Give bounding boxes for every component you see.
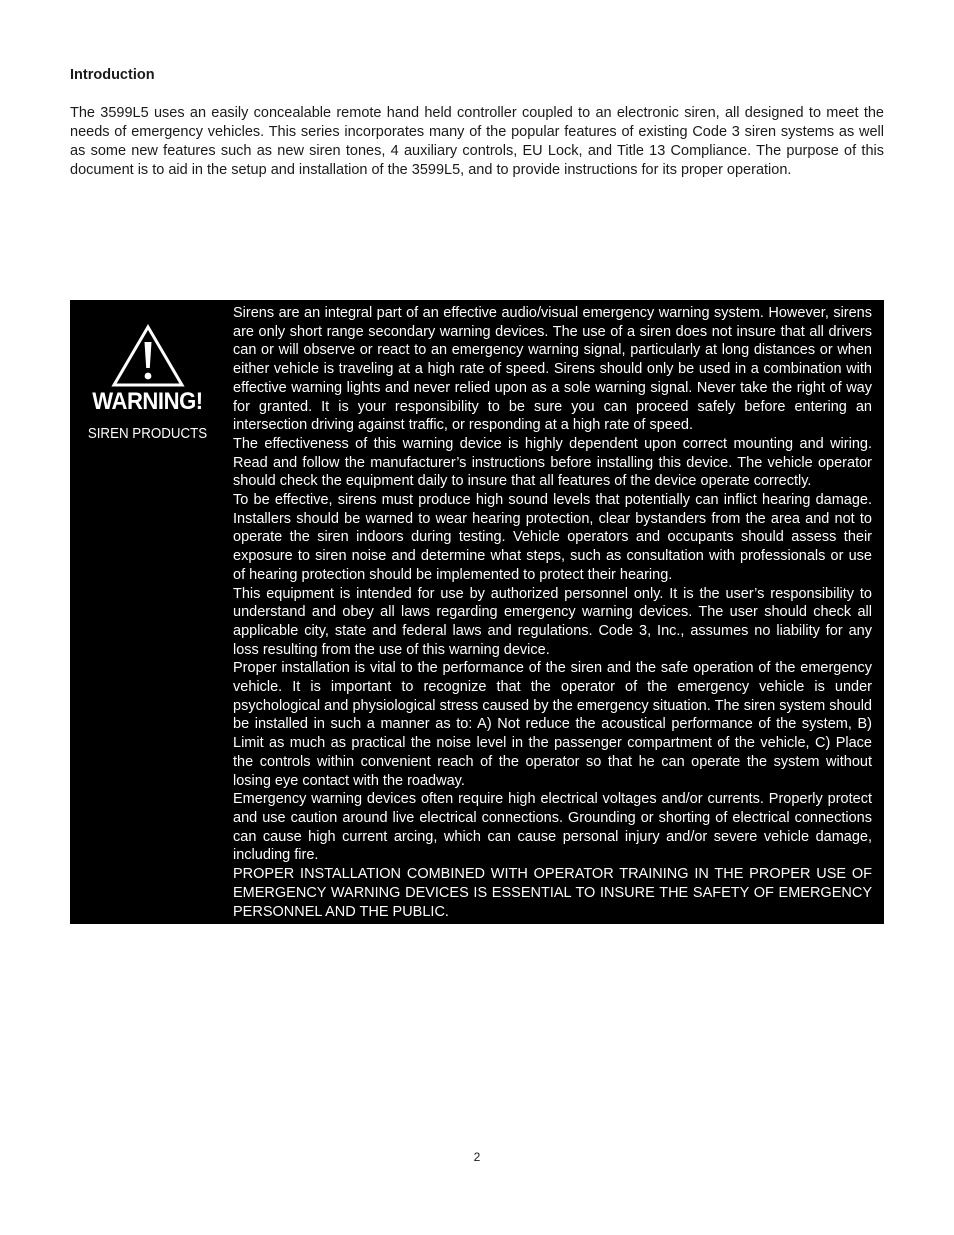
warning-subtitle: SIREN PRODUCTS	[87, 426, 208, 442]
warning-paragraph: Sirens are an integral part of an effective audio/visual emergency warning system. However, sirens are only short range secondary warning devices. The use of a siren does not insure that all drivers can or will observe or react to an emergency warning signal, particularly at long distances or when either vehicle is traveling at a high rate of speed. Sirens should only be used in a combination with effective warning lights and never relied upon as a sole warning signal. Never take the right of way for granted. It is your responsibility to be sure you can proceed safely before entering an intersection driving against traffic, or responding at a high rate of speed.	[233, 305, 872, 434]
warning-triangle-icon	[111, 324, 185, 388]
warning-text	[233, 304, 872, 921]
page-number: 2	[473, 1150, 481, 1164]
warning-paragraph: Emergency warning devices often require high electrical voltages and/or currents. Properly protect and use caution around live electrical connections. Grounding or shorting of electrical connections can cause high current arcing, which can cause personal injury and/or severe vehicle damage, including fire.	[233, 791, 872, 864]
warning-paragraph: The effectiveness of this warning device is highly dependent upon correct mounting and wiring. Read and follow the manufacturer’s instructions before installing this device. The vehicle operator should check the equipment daily to insure that all features of the device operate correctly.	[233, 435, 872, 490]
intro-paragraph: The 3599L5 uses an easily concealable remote hand held controller coupled to an electronic siren, all designed to meet the needs of emergency vehicles. This series incorporates many of the popular features of existing Code 3 siren systems as well as some new features such as new siren tones, 4 auxiliary controls, EU Lock, and Title 13 Compliance. The purpose of this document is to aid in the setup and installation of the 3599L5, and to provide instructions for its proper operation.	[70, 105, 884, 178]
warning-title: WARNING!	[92, 388, 203, 415]
warning-paragraph: To be effective, sirens must produce high sound levels that potentially can inflict hearing damage. Installers should be warned to wear hearing protection, clear bystanders from the area and not to operate the siren indoors during testing. Vehicle operators and occupants should assess their exposure to siren noise and determine what steps, such as consultation with professionals or use of hearing protection should be implemented to protect their hearing.	[233, 492, 872, 583]
warning-paragraph: PROPER INSTALLATION COMBINED WITH OPERATOR TRAINING IN THE PROPER USE OF EMERGENCY WARNING DEVICES IS ESSENTIAL TO INSURE THE SAFETY OF EMERGENCY PERSONNEL AND THE PUBLIC.	[233, 866, 872, 920]
warning-paragraph: This equipment is intended for use by authorized personnel only. It is the user’s responsibility to understand and obey all laws regarding emergency warning devices. The user should check all applicable city, state and federal laws and regulations. Code 3, Inc., assumes no liability for any loss resulting from the use of this warning device.	[233, 585, 872, 658]
section-heading: Introduction	[70, 67, 155, 83]
warning-box	[70, 300, 884, 924]
warning-paragraph: Proper installation is vital to the performance of the siren and the safe operation of the emergency vehicle. It is important to recognize that the operator of the emergency vehicle is under psychological and physiological stress caused by the emergency situation. The siren system should be installed in such a manner as to: A) Not reduce the acoustical performance of the system, B) Limit as much as practical the noise level in the passenger compartment of the vehicle, C) Place the controls within convenient reach of the operator so that he can operate the system without losing eye contact with the roadway.	[233, 660, 872, 789]
